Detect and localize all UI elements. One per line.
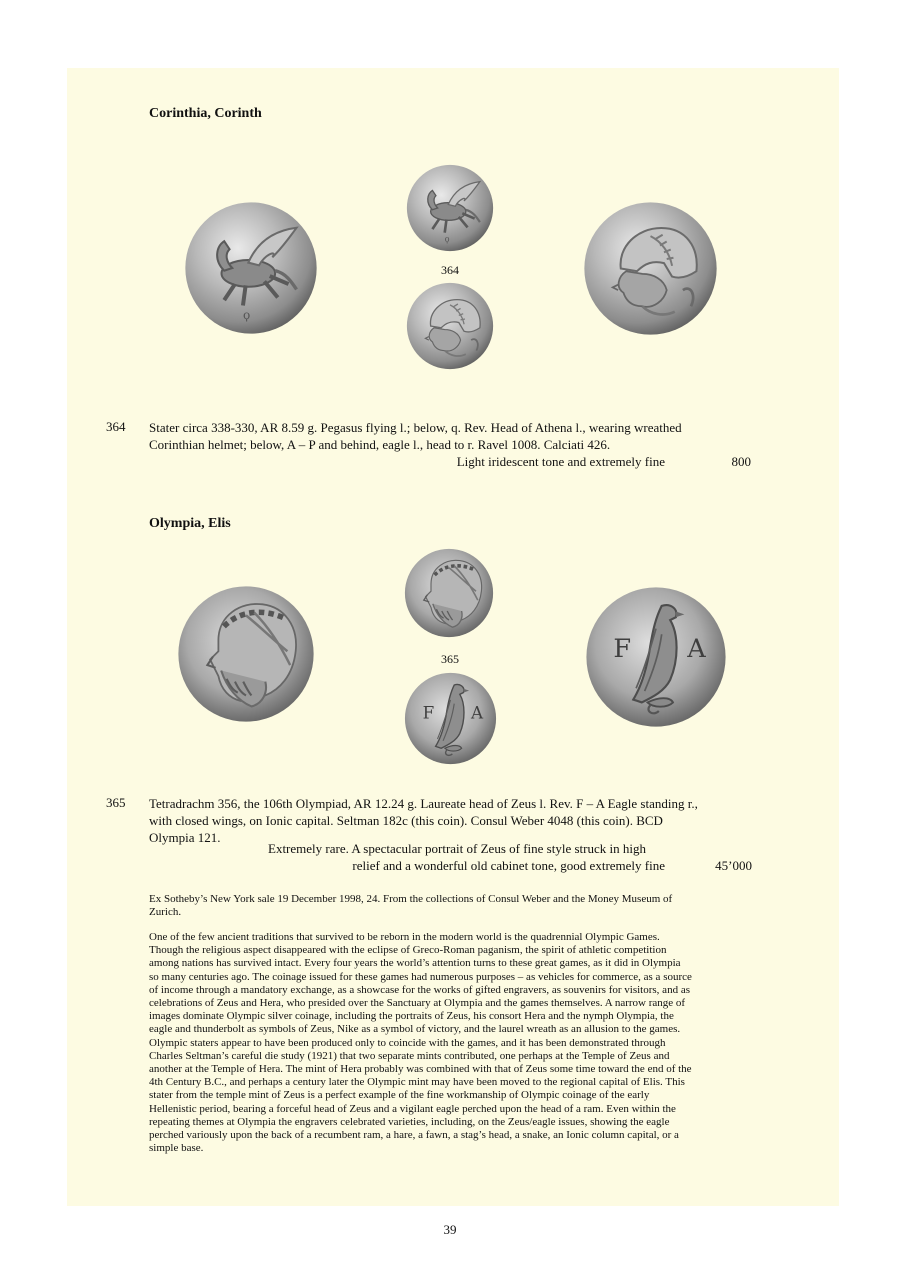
athena-helmet-coin-large bbox=[583, 201, 718, 336]
description-line: Corinthian helmet; below, A – P and behind, eagle l., head to r. Ravel 1008. Calciati 426. bbox=[149, 437, 611, 452]
description-line: Olympia 121. bbox=[149, 830, 221, 845]
coin-label-364: 364 bbox=[441, 263, 459, 277]
lot-description-365 bbox=[149, 795, 751, 846]
eagle-coin-large bbox=[585, 586, 727, 728]
condition-364: Light iridescent tone and extremely fine bbox=[456, 454, 665, 469]
description-line: with closed wings, on Ionic capital. Seltman 182c (this coin). Consul Weber 4048 (this coin). BCD bbox=[149, 813, 663, 828]
page-number: 39 bbox=[443, 1222, 457, 1237]
description-line: Stater circa 338-330, AR 8.59 g. Pegasus flying l.; below, q. Rev. Head of Athena l., wearing wreathed bbox=[149, 420, 682, 435]
essay-line: Charles Seltman’s careful die study (1921) that two separate mints contributed, one perhaps at the Temple of Zeus and bbox=[149, 1049, 670, 1062]
essay-line: Hellenistic period, bearing a forceful head of Zeus and a vigilant eagle perched upon the head of a ram. Even within the bbox=[149, 1102, 676, 1115]
essay-line: simple base. bbox=[149, 1142, 204, 1155]
essay-line: perched variously upon the back of a recumbent ram, a hare, a fawn, a stag’s head, a snake, an Ionic column capital, or a bbox=[149, 1129, 679, 1142]
essay-line: images dominate Olympic silver coinage, including the portraits of Zeus, his consort Hera and the nymph Olympia, the bbox=[149, 1010, 674, 1023]
provenance-365 bbox=[149, 893, 751, 919]
essay-line: repeating themes at Olympia the engravers celebrated varieties, including, on the Zeus/eagle issues, showing the eagle bbox=[149, 1115, 670, 1128]
essay-line: eagle and thunderbolt as symbols of Zeus, Nike as a symbol of victory, and the laurel wreath as an allusion to the games. bbox=[149, 1023, 681, 1036]
description-line: Tetradrachm 356, the 106th Olympiad, AR 12.24 g. Laureate head of Zeus l. Rev. F – A Eagle standing r., bbox=[149, 796, 698, 811]
essay-line: so many centuries ago. The coinage issued for these games had numerous purposes – as vehicles for commerce, as a source bbox=[149, 970, 692, 983]
essay-line: another at the Temple of Hera. The mint of Hera probably was combined with that of Zeus some time toward the end of the bbox=[149, 1063, 692, 1076]
price-364: 800 bbox=[731, 454, 751, 469]
pegasus-coin-large bbox=[184, 201, 318, 335]
zeus-head-coin-large bbox=[177, 584, 315, 724]
lot-number-365: 365 bbox=[106, 795, 126, 810]
provenance-line: Zurich. bbox=[149, 906, 182, 919]
condition-line: relief and a wonderful old cabinet tone, good extremely fine bbox=[352, 858, 665, 873]
lot-number-364: 364 bbox=[106, 419, 126, 434]
section-heading-corinth: Corinthia, Corinth bbox=[149, 106, 262, 121]
essay-line: among nations has survived intact. Every four years the world’s attention turns to these great games, as it did in Olympia bbox=[149, 957, 681, 970]
essay-line: One of the few ancient traditions that survived to be reborn in the modern world is the quadrennial Olympic Games. bbox=[149, 931, 660, 943]
pegasus-coin-small bbox=[406, 164, 494, 252]
essay-line: celebrations of Zeus and Hera, who presided over the Sanctuary at Olympia and the games themselves. A narrow range of bbox=[149, 997, 686, 1010]
section-heading-olympia: Olympia, Elis bbox=[149, 516, 231, 531]
essay-line: of income through a mandatory exchange, as a showcase for the works of gifted engravers, as souvenirs for visitors, and as bbox=[149, 983, 690, 996]
coin-label-365: 365 bbox=[441, 652, 459, 666]
essay-line: 4th Century B.C., and perhaps a century later the Olympic mint may have been moved to the regional capital of Elis. This bbox=[149, 1076, 685, 1089]
athena-helmet-coin-small bbox=[406, 282, 494, 370]
essay-line: Though the religious aspect disappeared with the eclipse of Greco-Roman paganism, the spirit of athletic competition bbox=[149, 944, 667, 957]
condition-365 bbox=[149, 840, 665, 874]
essay-365 bbox=[149, 931, 751, 1155]
essay-line: Olympic staters appear to have been produced only to coincide with the games, and it has been demonstrated through bbox=[149, 1036, 666, 1049]
provenance-line: Ex Sotheby’s New York sale 19 December 1998, 24. From the collections of Consul Weber and the Money Museum of bbox=[149, 893, 673, 905]
condition-line: Extremely rare. A spectacular portrait of Zeus of fine style struck in high bbox=[268, 841, 646, 856]
lot-description-364 bbox=[149, 419, 751, 453]
essay-line: stater from the temple mint of Zeus is a perfect example of the fine workmanship of Olympic coinage of the early bbox=[149, 1089, 650, 1102]
price-365: 45’000 bbox=[715, 858, 752, 873]
zeus-head-coin-small bbox=[404, 547, 494, 639]
eagle-coin-small bbox=[404, 672, 497, 765]
